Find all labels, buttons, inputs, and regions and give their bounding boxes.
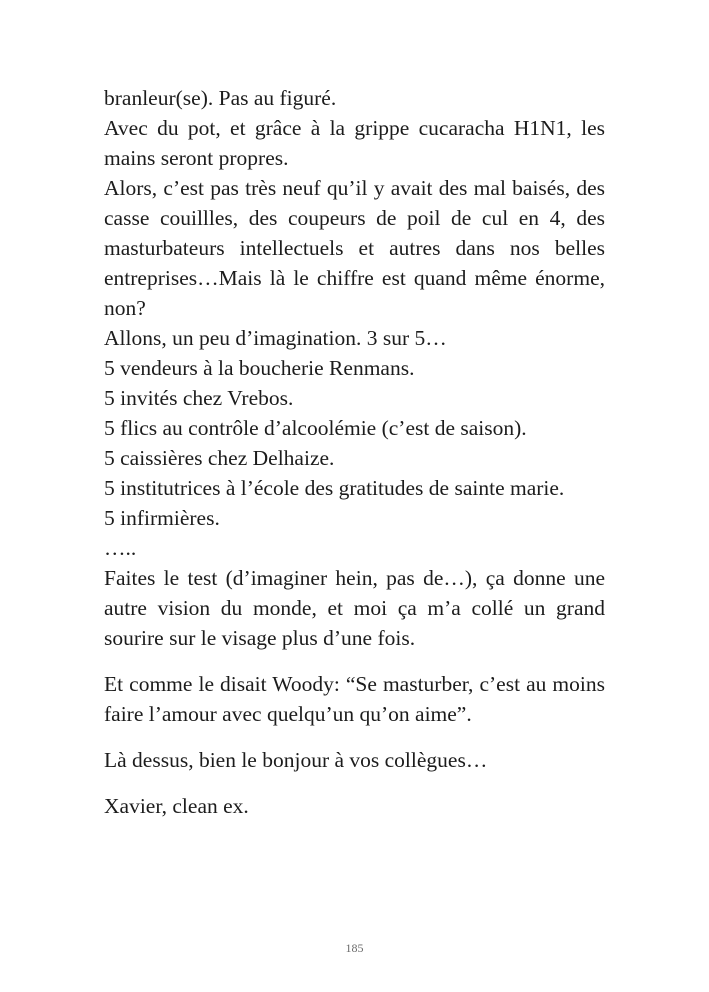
paragraph: Allons, un peu d’imagination. 3 sur 5… [104,326,447,350]
ellipsis-line: ….. [104,536,137,560]
list-line: 5 infirmières. [104,506,220,530]
paragraph: Alors, c’est pas très neuf qu’il y avait des mal baisés, des casse couillles, des coupeurs de poil de cul en 4, des masturbateurs intellectuels et autres dans nos belles entreprises…Mais là le chiffre est quand même énorme, non? [104,176,605,320]
list-line: 5 institutrices à l’école des gratitudes de sainte marie. [104,476,565,500]
page-body [104,83,605,821]
list-line: 5 vendeurs à la boucherie Renmans. [104,356,415,380]
list-line: 5 caissières chez Delhaize. [104,446,335,470]
paragraph: branleur(se). Pas au figuré. [104,86,337,110]
list-line: 5 flics au contrôle d’alcoolémie (c’est de saison). [104,416,527,440]
signature-line: Xavier, clean ex. [104,794,249,818]
paragraph: Avec du pot, et grâce à la grippe cucaracha H1N1, les mains seront propres. [104,116,605,170]
page-number: 185 [345,941,364,955]
paragraph: Faites le test (d’imaginer hein, pas de…), ça donne une autre vision du monde, et moi ça m’a collé un grand sourire sur le visage plus d’une fois. [104,566,605,650]
list-line: 5 invités chez Vrebos. [104,386,294,410]
paragraph: Là dessus, bien le bonjour à vos collègues… [104,748,488,772]
quote-paragraph: Et comme le disait Woody: “Se masturber, c’est au moins faire l’amour avec quelqu’un qu’on aime”. [104,672,605,726]
